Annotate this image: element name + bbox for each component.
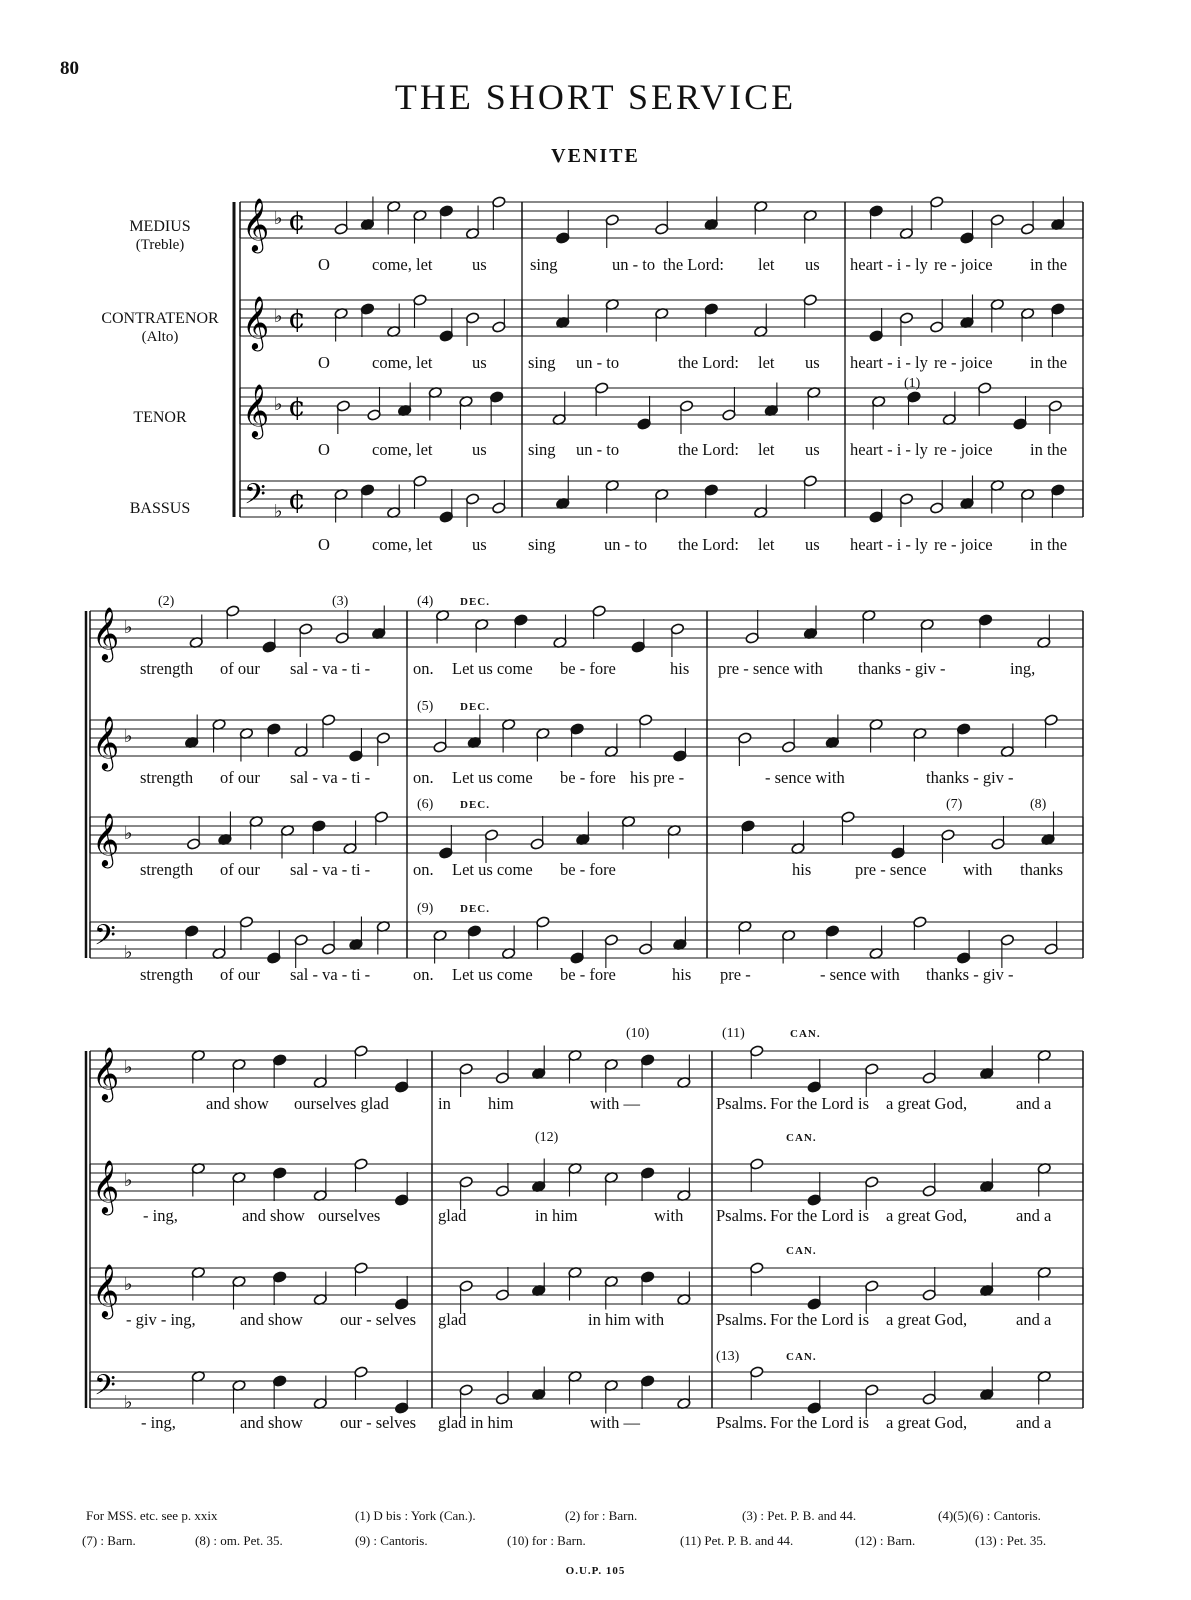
- publisher-mark: O.U.P. 105: [565, 1565, 626, 1577]
- lyric-syllable: For the Lord: [770, 1206, 854, 1225]
- lyric-syllable: in the: [1030, 440, 1068, 459]
- lyric-syllable: his: [792, 860, 812, 879]
- lyric-syllable: come, let: [372, 255, 433, 274]
- lyric-syllable: come, let: [372, 353, 433, 372]
- flat-icon: ♭: [124, 726, 133, 747]
- lyric-syllable: on.: [413, 659, 434, 678]
- page-title: THE SHORT SERVICE: [394, 77, 797, 117]
- voice-name: CONTRATENOR: [101, 310, 219, 327]
- lyric-syllable: let: [758, 255, 775, 274]
- side-indication: CAN.: [786, 1351, 817, 1363]
- lyric-syllable: For the Lord: [770, 1310, 854, 1329]
- voice-name: MEDIUS: [129, 218, 191, 235]
- lyric-syllable: ourselves glad: [294, 1094, 389, 1113]
- lyric-syllable: thanks - giv -: [858, 659, 946, 678]
- lyric-syllable: the Lord:: [678, 440, 739, 459]
- lyric-syllable: in the: [1030, 353, 1068, 372]
- lyric-syllable: and a: [1016, 1310, 1052, 1329]
- lyric-syllable: sal - va - ti -: [290, 860, 371, 879]
- lyric-syllable: sal - va - ti -: [290, 965, 371, 984]
- treble-clef-icon: 𝄞: [92, 1263, 120, 1317]
- treble-clef-icon: 𝄞: [92, 1046, 120, 1100]
- lyric-syllable: come, let: [372, 440, 433, 459]
- lyric-syllable: Psalms.: [716, 1094, 767, 1113]
- lyric-syllable: his pre -: [630, 768, 685, 787]
- lyric-syllable: in the: [1030, 255, 1068, 274]
- lyric-syllable: our - selves: [340, 1310, 417, 1329]
- voice-name: TENOR: [133, 409, 187, 426]
- lyric-syllable: glad: [438, 1206, 467, 1225]
- lyric-syllable: sal - va - ti -: [290, 659, 371, 678]
- treble-clef-icon: 𝄞: [92, 1159, 120, 1213]
- lyric-syllable: and a: [1016, 1413, 1052, 1432]
- lyric-syllable: sing: [530, 255, 558, 274]
- footnote-10: (10) for : Barn.: [507, 1533, 586, 1548]
- footnote-4-5-6: (4)(5)(6) : Cantoris.: [938, 1508, 1041, 1523]
- footnote-reference: (5): [417, 699, 434, 714]
- lyric-syllable: - sence with: [765, 768, 845, 787]
- treble-clef-icon: 𝄞: [92, 606, 120, 660]
- lyric-syllable: a great God,: [886, 1206, 968, 1225]
- lyric-syllable: un - to: [576, 440, 620, 459]
- lyric-syllable: us: [805, 535, 820, 554]
- lyric-syllable: re - joice: [934, 353, 993, 372]
- lyric-syllable: a great God,: [886, 1310, 968, 1329]
- flat-icon: ♭: [274, 306, 283, 327]
- lyric-syllable: us: [472, 535, 487, 554]
- lyric-syllable: O: [318, 535, 330, 554]
- lyric-syllable: his: [670, 659, 690, 678]
- lyric-syllable: on.: [413, 860, 434, 879]
- footnote-reference: (4): [417, 594, 434, 609]
- lyric-syllable: heart - i - ly: [850, 535, 928, 554]
- lyric-syllable: O: [318, 255, 330, 274]
- side-indication: DEC.: [460, 596, 490, 608]
- flat-icon: ♭: [274, 501, 283, 522]
- page-subtitle: VENITE: [551, 145, 640, 167]
- lyric-syllable: - ing,: [141, 1413, 176, 1432]
- lyric-syllable: Psalms.: [716, 1206, 767, 1225]
- lyric-syllable: is: [858, 1094, 870, 1113]
- lyric-syllable: the Lord:: [663, 255, 724, 274]
- lyric-syllable: un - to: [604, 535, 648, 554]
- side-indication: CAN.: [790, 1028, 821, 1040]
- lyric-syllable: For the Lord: [770, 1094, 854, 1113]
- side-indication: CAN.: [786, 1245, 817, 1257]
- lyric-syllable: strength: [140, 768, 194, 787]
- lyric-syllable: Psalms.: [716, 1310, 767, 1329]
- lyric-syllable: us: [472, 353, 487, 372]
- lyric-syllable: - giv - ing,: [126, 1310, 196, 1329]
- lyric-syllable: with —: [590, 1094, 640, 1113]
- lyric-syllable: is: [858, 1310, 870, 1329]
- bass-clef-icon: 𝄢: [94, 919, 116, 959]
- lyric-syllable: sing: [528, 535, 556, 554]
- lyric-syllable: un - to: [576, 353, 620, 372]
- flat-icon: ♭: [274, 208, 283, 229]
- footnote-11: (11) Pet. P. B. and 44.: [680, 1533, 794, 1548]
- lyric-syllable: Let us come: [452, 659, 533, 678]
- lyric-syllable: and show: [242, 1206, 305, 1225]
- lyric-syllable: and a: [1016, 1206, 1052, 1225]
- lyric-syllable: a great God,: [886, 1413, 968, 1432]
- lyric-syllable: thanks - giv -: [926, 768, 1014, 787]
- lyric-syllable: ourselves: [318, 1206, 381, 1225]
- lyric-syllable: re - joice: [934, 440, 993, 459]
- bass-clef-icon: 𝄢: [94, 1369, 116, 1409]
- lyric-syllable: heart - i - ly: [850, 353, 928, 372]
- lyric-syllable: is: [858, 1413, 870, 1432]
- footnote-reference: (3): [332, 594, 349, 609]
- lyric-syllable: the Lord:: [678, 535, 739, 554]
- footnote-reference: (6): [417, 797, 434, 812]
- treble-clef-icon: 𝄞: [92, 812, 120, 866]
- lyric-syllable: and show: [240, 1413, 303, 1432]
- lyric-syllable: be - fore: [560, 768, 616, 787]
- voice-subname: (Alto): [141, 329, 179, 345]
- flat-icon: ♭: [124, 942, 133, 963]
- lyric-syllable: Psalms.: [716, 1413, 767, 1432]
- lyric-syllable: re - joice: [934, 535, 993, 554]
- footnote-3: (3) : Pet. P. B. and 44.: [742, 1508, 857, 1523]
- lyric-syllable: us: [805, 255, 820, 274]
- side-indication: CAN.: [786, 1132, 817, 1144]
- lyric-syllable: be - fore: [560, 860, 616, 879]
- flat-icon: ♭: [124, 823, 133, 844]
- time-signature-icon: ¢: [288, 390, 306, 423]
- treble-clef-icon: 𝄞: [242, 295, 270, 349]
- lyric-syllable: is: [858, 1206, 870, 1225]
- lyric-syllable: of our: [220, 659, 260, 678]
- lyric-syllable: let: [758, 353, 775, 372]
- treble-clef-icon: 𝄞: [242, 383, 270, 437]
- lyric-syllable: glad in him: [438, 1413, 514, 1432]
- lyric-syllable: of our: [220, 768, 260, 787]
- page-number: 80: [60, 58, 79, 79]
- lyric-syllable: thanks: [1020, 860, 1064, 879]
- footnote-reference: (2): [158, 594, 175, 609]
- time-signature-icon: ¢: [288, 483, 306, 516]
- footnote-9: (9) : Cantoris.: [355, 1533, 428, 1548]
- treble-clef-icon: 𝄞: [242, 197, 270, 251]
- lyric-syllable: re - joice: [934, 255, 993, 274]
- lyric-syllable: pre - sence: [855, 860, 927, 879]
- footnote-reference: (9): [417, 901, 434, 916]
- flat-icon: ♭: [124, 1170, 133, 1191]
- lyric-syllable: us: [472, 255, 487, 274]
- lyric-syllable: come, let: [372, 535, 433, 554]
- footnote-8: (8) : om. Pet. 35.: [195, 1533, 283, 1548]
- lyric-syllable: - sence with: [820, 965, 900, 984]
- lyric-syllable: in the: [1030, 535, 1068, 554]
- lyric-syllable: of our: [220, 965, 260, 984]
- time-signature-icon: ¢: [288, 302, 306, 335]
- lyric-syllable: sing: [528, 440, 556, 459]
- lyric-syllable: his: [672, 965, 692, 984]
- lyric-syllable: sing: [528, 353, 556, 372]
- footnote-reference: (12): [535, 1130, 559, 1145]
- lyric-syllable: O: [318, 353, 330, 372]
- lyric-syllable: ing,: [1010, 659, 1036, 678]
- footnote-reference: (7): [946, 797, 963, 812]
- lyric-syllable: with: [654, 1206, 684, 1225]
- bass-clef-icon: 𝄢: [244, 478, 266, 518]
- lyric-syllable: heart - i - ly: [850, 440, 928, 459]
- lyric-syllable: the Lord:: [678, 353, 739, 372]
- lyric-syllable: and a: [1016, 1094, 1052, 1113]
- flat-icon: ♭: [124, 1274, 133, 1295]
- lyric-syllable: pre -: [720, 965, 751, 984]
- time-signature-icon: ¢: [288, 204, 306, 237]
- footnote-2: (2) for : Barn.: [565, 1508, 638, 1523]
- lyric-syllable: strength: [140, 860, 194, 879]
- voice-name: BASSUS: [129, 500, 191, 517]
- side-indication: DEC.: [460, 799, 490, 811]
- treble-clef-icon: 𝄞: [92, 715, 120, 769]
- lyric-syllable: glad: [438, 1310, 467, 1329]
- lyric-syllable: our - selves: [340, 1413, 417, 1432]
- flat-icon: ♭: [124, 1392, 133, 1413]
- footnote-reference: (10): [626, 1026, 650, 1041]
- lyric-syllable: let: [758, 535, 775, 554]
- lyric-syllable: and show: [240, 1310, 303, 1329]
- lyric-syllable: of our: [220, 860, 260, 879]
- lyric-syllable: sal - va - ti -: [290, 768, 371, 787]
- lyric-syllable: Let us come: [452, 860, 533, 879]
- flat-icon: ♭: [124, 617, 133, 638]
- lyric-syllable: O: [318, 440, 330, 459]
- footnote-13: (13) : Pet. 35.: [975, 1533, 1047, 1548]
- lyric-syllable: with: [963, 860, 993, 879]
- footnote-7: (7) : Barn.: [82, 1533, 136, 1548]
- footnote-intro: For MSS. etc. see p. xxix: [86, 1508, 218, 1523]
- lyric-syllable: him: [488, 1094, 514, 1113]
- lyric-syllable: with —: [590, 1413, 640, 1432]
- footnote-reference: (1): [904, 376, 921, 391]
- footnote-12: (12) : Barn.: [855, 1533, 916, 1548]
- flat-icon: ♭: [124, 1057, 133, 1078]
- side-indication: DEC.: [460, 903, 490, 915]
- lyric-syllable: be - fore: [560, 659, 616, 678]
- footnote-reference: (13): [716, 1349, 740, 1364]
- lyric-syllable: pre - sence with: [718, 659, 823, 678]
- lyric-syllable: a great God,: [886, 1094, 968, 1113]
- lyric-syllable: in him: [535, 1206, 578, 1225]
- lyric-syllable: in him with: [588, 1310, 665, 1329]
- lyric-syllable: us: [805, 353, 820, 372]
- lyric-syllable: heart - i - ly: [850, 255, 928, 274]
- voice-subname: (Treble): [135, 237, 185, 253]
- lyric-syllable: and show: [206, 1094, 269, 1113]
- lyric-syllable: let: [758, 440, 775, 459]
- lyric-syllable: For the Lord: [770, 1413, 854, 1432]
- lyric-syllable: - ing,: [143, 1206, 178, 1225]
- lyric-syllable: on.: [413, 768, 434, 787]
- footnote-1: (1) D bis : York (Can.).: [355, 1508, 476, 1523]
- lyric-syllable: un - to: [612, 255, 656, 274]
- lyric-syllable: us: [805, 440, 820, 459]
- lyric-syllable: strength: [140, 965, 194, 984]
- footnote-reference: (11): [722, 1026, 745, 1041]
- lyric-syllable: Let us come: [452, 768, 533, 787]
- lyric-syllable: on.: [413, 965, 434, 984]
- lyric-syllable: thanks - giv -: [926, 965, 1014, 984]
- lyric-syllable: strength: [140, 659, 194, 678]
- lyric-syllable: Let us come: [452, 965, 533, 984]
- lyric-syllable: in: [438, 1094, 451, 1113]
- flat-icon: ♭: [274, 394, 283, 415]
- lyric-syllable: be - fore: [560, 965, 616, 984]
- side-indication: DEC.: [460, 701, 490, 713]
- lyric-syllable: us: [472, 440, 487, 459]
- footnote-reference: (8): [1030, 797, 1047, 812]
